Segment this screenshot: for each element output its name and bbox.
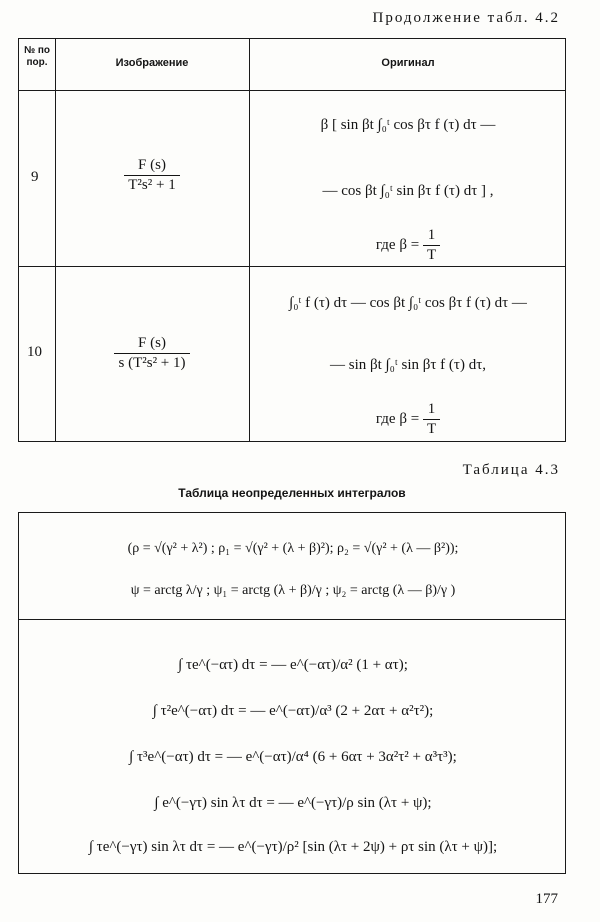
image-numerator: F (s): [138, 335, 166, 351]
integral-formula: ∫ τ²e^(−ατ) dτ = — e^(−ατ)/α³ (2 + 2ατ + α²τ²);: [152, 703, 434, 719]
integral-formula: ∫ e^(−γτ) sin λτ dτ = — e^(−γτ)/ρ sin (λτ + ψ);: [154, 795, 432, 811]
where-clause: [249, 401, 567, 438]
table-4-2: [18, 38, 566, 442]
integral-formula: ∫ τ³e^(−ατ) dτ = — e^(−ατ)/α⁴ (6 + 6ατ + 3α²τ² + α³τ³);: [129, 749, 457, 765]
image-denominator: T²s² + 1: [124, 175, 179, 194]
original-line-2: — sin βt ∫₀ᵗ sin βτ f (τ) dτ,: [330, 357, 486, 373]
definitions-line-2: ψ = arctg λ/γ ; ψ₁ = arctg (λ + β)/γ ; ψ₂ = arctg (λ — β)/γ ): [130, 583, 456, 598]
where-numerator: 1: [427, 227, 436, 243]
where-clause: [249, 227, 567, 264]
where-denominator: T: [423, 245, 440, 264]
where-denominator: T: [423, 419, 440, 438]
where-text: где β =: [375, 236, 423, 253]
integral-formula: ∫ τe^(−γτ) sin λτ dτ = — e^(−γτ)/ρ² [sin (λτ + 2ψ) + ρτ sin (λτ + ψ)];: [88, 839, 498, 855]
column-header-image: Изображение: [115, 57, 189, 69]
continuation-header: Продолжение табл. 4.2: [372, 10, 560, 26]
where-numerator: 1: [427, 401, 436, 417]
page-number: 177: [535, 891, 558, 907]
image-formula: [55, 157, 249, 194]
column-header-original: Оригинал: [381, 57, 435, 69]
column-header-number: № по пор.: [23, 45, 51, 68]
where-text: где β =: [375, 410, 423, 427]
table-title: Таблица неопределенных интегралов: [178, 486, 406, 500]
image-numerator: F (s): [138, 157, 166, 173]
integral-formula: ∫ τe^(−ατ) dτ = — e^(−ατ)/α² (1 + ατ);: [178, 657, 408, 673]
original-line-1: ∫₀ᵗ f (τ) dτ — cos βt ∫₀ᵗ cos βτ f (τ) dτ —: [289, 295, 527, 311]
row-number: 10: [27, 344, 42, 360]
image-formula: [55, 335, 249, 372]
original-line-2: — cos βt ∫₀ᵗ sin βτ f (τ) dτ ] ,: [322, 183, 494, 199]
table-4-3: [18, 512, 566, 874]
row-number: 9: [31, 169, 39, 185]
image-denominator: s (T²s² + 1): [114, 353, 189, 372]
definitions-line-1: (ρ = √(γ² + λ²) ; ρ₁ = √(γ² + (λ + β)²); ρ₂ = √(γ² + (λ — β²));: [127, 541, 459, 556]
table-label: Таблица 4.3: [462, 462, 560, 478]
original-line-1: β [ sin βt ∫₀ᵗ cos βτ f (τ) dτ —: [320, 117, 496, 133]
